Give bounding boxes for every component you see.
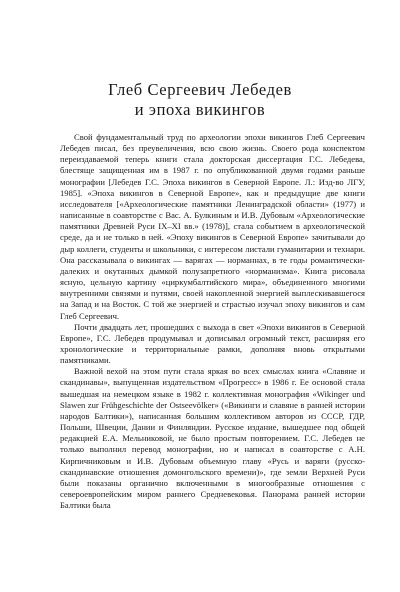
chapter-title-line-2: и эпоха викингов: [134, 100, 266, 119]
paragraph-3: Важной вехой на этом пути стала яркая во всех смыслах книга «Славяне и скандинавы», выпущенная издательством «Прогресс» в 1986 г. Ее основой стала вышедшая на немецком языке в 1982 г. коллективная монография «Wikinger und Slawen zur Frühgeschichte der Ostseevölker» («Викинги и славяне в ранней истории народов Балтики»), написанная большим коллективом авторов из СССР, ГДР, Польши, Швеции, Дании и Финляндии. Русское издание, вышедшее под общей редакцией Е.А. Мельниковой, не было простым повторением. Г.С. Лебедев не только выполнил перевод монографии, но и написал в соавторстве с А.Н. Кирпичниковым и И.В. Дубовым объемную главу «Русь и варяги (русско-скандинавские отношения домонгольского времени)», где земли Верхней Руси были показаны органично включенными в многообразные отношения с североевропейским миром раннего Средневековья. Панорама ранней истории Балтики была: [60, 366, 365, 511]
paragraph-1: Свой фундаментальный труд по археологии эпохи викингов Глеб Сергеевич Лебедев писал, без преувеличения, всю свою жизнь. Своего рода конспектом переиздаваемой теперь книги стала докторская диссертация Г.С. Лебедева, блестяще защищенная им в 1987 г. по опубликованной двумя годами раньше монографии [Лебедев Г.С. Эпоха викингов в Северной Европе. Л.: Изд-во ЛГУ, 1985]. «Эпоха викингов в Северной Европе», как и предыдущие две книги исследователя [«Археологические памятники Ленинградской области» (1977) и написанные в соавторстве с Вас. А. Булкиным и И.В. Дубовым «Археологические памятники Древней Руси IX–XI вв.» (1978)], стала событием в археологической среде, да и не только в ней. «Эпоху викингов в Северной Европе» зачитывали до дыр коллеги, студенты и школьники, с интересом листали гуманитарии и технари. Она рассказывала о викингах — варягах — норманнах, в те годы романтически-далеких и окутанных дымкой полузапретного «норманизма». Книга рисовала ясную, цельную картину «циркумбалтийского мира», объединенного многими внутренними связями и путями, своей накопленной энергией выплескивавшегося на Запад и на Восток. С той же энергией и страстью изучал эпоху викингов и сам Глеб Сергеевич.: [60, 132, 365, 321]
chapter-body: [60, 132, 365, 511]
chapter-title: [40, 80, 360, 120]
chapter-title-line-1: Глеб Сергеевич Лебедев: [108, 80, 292, 99]
paragraph-2: Почти двадцать лет, прошедших с выхода в свет «Эпохи викингов в Северной Европе», Г.С. Лебедев продумывал и дописывал огромный текст, расширяя его хронологические и территориальные рамки, дополняя вновь открытыми памятниками.: [60, 321, 365, 366]
